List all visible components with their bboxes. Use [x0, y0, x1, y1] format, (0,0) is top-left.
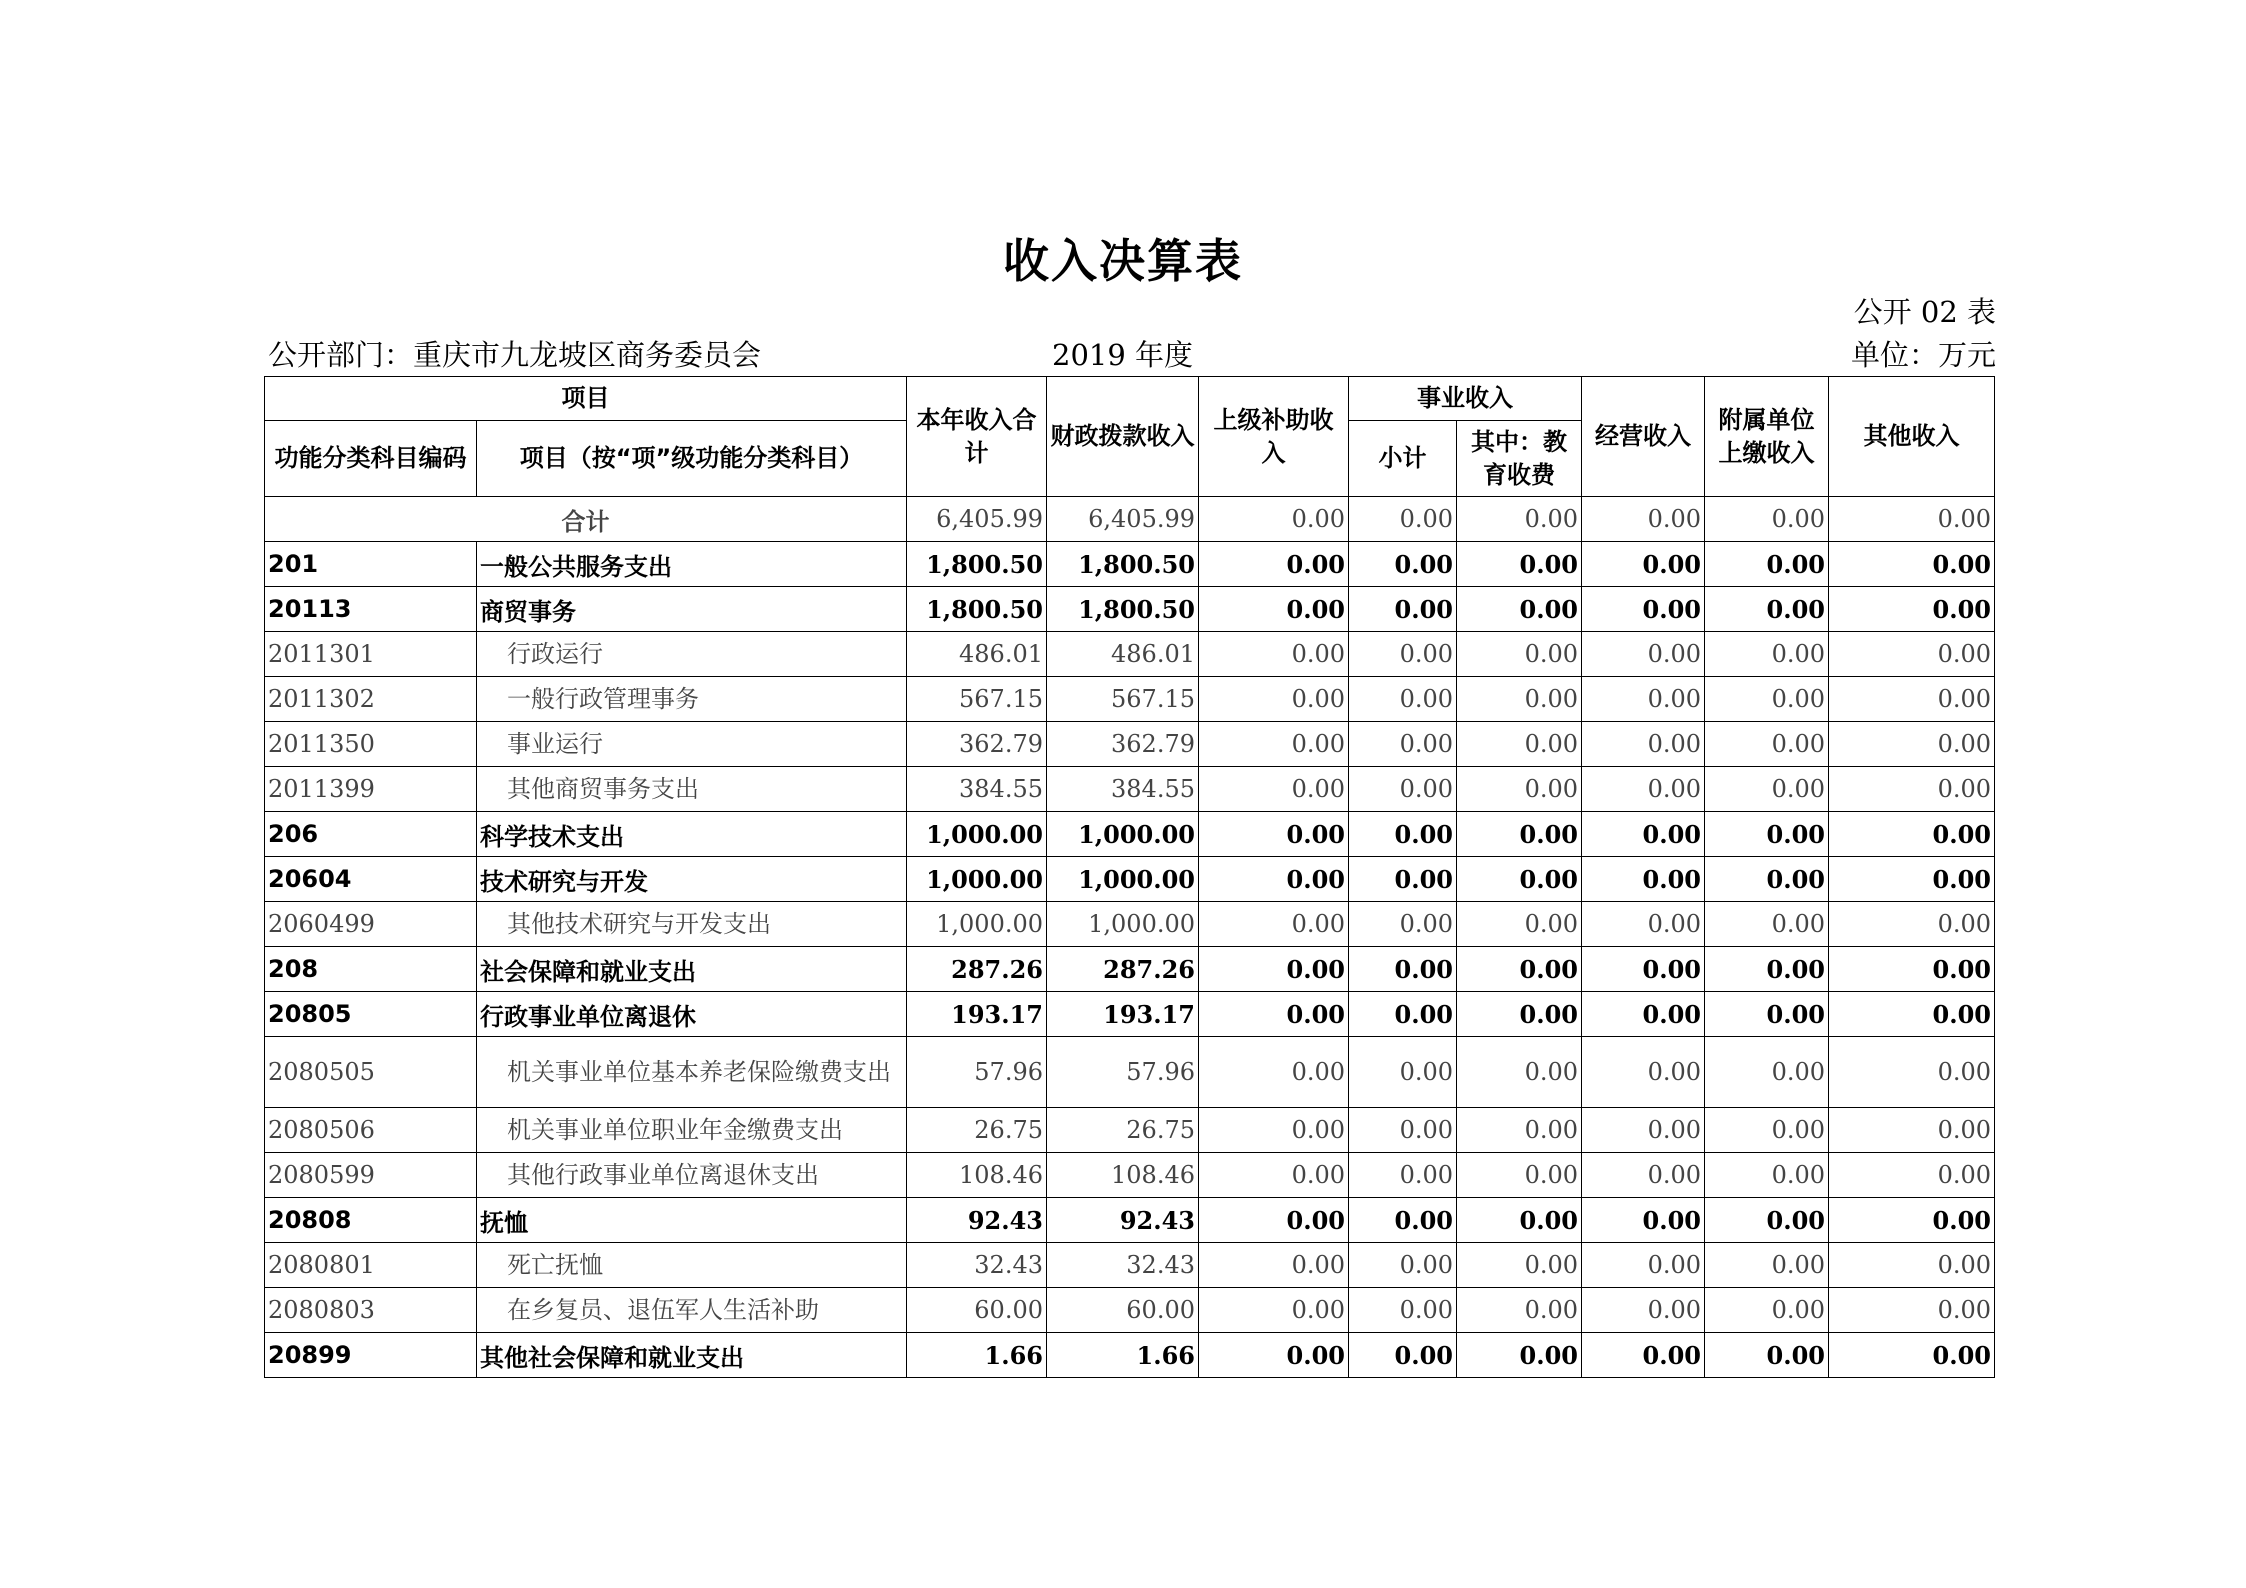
row-value: 0.00 [1199, 1108, 1349, 1153]
row-code: 20604 [265, 857, 477, 902]
row-name: 科学技术支出 [477, 812, 907, 857]
row-name: 其他技术研究与开发支出 [477, 902, 907, 947]
row-value: 0.00 [1349, 1243, 1457, 1288]
row-value: 0.00 [1582, 947, 1705, 992]
row-name: 其他行政事业单位离退休支出 [477, 1153, 907, 1198]
row-value: 0.00 [1705, 677, 1829, 722]
row-value: 0.00 [1582, 1333, 1705, 1378]
table-row [265, 857, 1995, 902]
row-value: 0.00 [1457, 677, 1582, 722]
header-business: 事业收入 [1349, 377, 1582, 421]
header-name: 项目（按“项”级功能分类科目） [477, 421, 907, 497]
row-value: 0.00 [1829, 1333, 1995, 1378]
row-name: 抚恤 [477, 1198, 907, 1243]
row-value: 0.00 [1199, 632, 1349, 677]
row-code: 2080801 [265, 1243, 477, 1288]
row-code: 20113 [265, 587, 477, 632]
row-value: 0.00 [1705, 857, 1829, 902]
header-other: 其他收入 [1829, 377, 1995, 497]
row-code: 2060499 [265, 902, 477, 947]
row-code: 206 [265, 812, 477, 857]
header-project: 项目 [265, 377, 907, 421]
row-value: 0.00 [1582, 1288, 1705, 1333]
row-name: 一般行政管理事务 [477, 677, 907, 722]
row-value: 193.17 [907, 992, 1047, 1037]
table-row [265, 1108, 1995, 1153]
row-name: 商贸事务 [477, 587, 907, 632]
table-body [265, 497, 1995, 1378]
row-value: 0.00 [1199, 1198, 1349, 1243]
row-value: 0.00 [1705, 722, 1829, 767]
table-row [265, 947, 1995, 992]
row-value: 362.79 [907, 722, 1047, 767]
row-value: 0.00 [1349, 632, 1457, 677]
row-value: 0.00 [1829, 812, 1995, 857]
row-value: 193.17 [1047, 992, 1199, 1037]
row-value: 0.00 [1199, 542, 1349, 587]
total-value: 0.00 [1705, 497, 1829, 542]
row-value: 0.00 [1705, 1198, 1829, 1243]
row-value: 0.00 [1349, 1037, 1457, 1108]
row-value: 26.75 [1047, 1108, 1199, 1153]
row-value: 0.00 [1829, 992, 1995, 1037]
row-value: 0.00 [1349, 812, 1457, 857]
row-value: 0.00 [1582, 722, 1705, 767]
row-value: 108.46 [907, 1153, 1047, 1198]
row-value: 0.00 [1199, 677, 1349, 722]
row-value: 0.00 [1457, 587, 1582, 632]
row-value: 0.00 [1829, 902, 1995, 947]
row-value: 0.00 [1199, 902, 1349, 947]
row-value: 60.00 [907, 1288, 1047, 1333]
total-row [265, 497, 1995, 542]
row-value: 1,000.00 [1047, 902, 1199, 947]
header-education: 其中：教育收费 [1457, 421, 1582, 497]
row-value: 1,000.00 [1047, 812, 1199, 857]
row-value: 1,000.00 [907, 857, 1047, 902]
row-name: 其他社会保障和就业支出 [477, 1333, 907, 1378]
row-name: 死亡抚恤 [477, 1243, 907, 1288]
row-value: 0.00 [1349, 1108, 1457, 1153]
row-code: 20805 [265, 992, 477, 1037]
row-value: 0.00 [1582, 812, 1705, 857]
row-value: 0.00 [1705, 902, 1829, 947]
form-number: 公开 02 表 [1853, 295, 1996, 329]
row-value: 0.00 [1457, 767, 1582, 812]
row-value: 0.00 [1349, 767, 1457, 812]
row-value: 57.96 [907, 1037, 1047, 1108]
row-value: 0.00 [1705, 1243, 1829, 1288]
total-label: 合计 [265, 497, 907, 542]
row-value: 0.00 [1349, 902, 1457, 947]
row-value: 0.00 [1705, 587, 1829, 632]
row-value: 0.00 [1199, 767, 1349, 812]
row-value: 486.01 [1047, 632, 1199, 677]
row-code: 201 [265, 542, 477, 587]
row-value: 0.00 [1705, 1333, 1829, 1378]
table-row [265, 902, 1995, 947]
row-value: 0.00 [1582, 992, 1705, 1037]
row-value: 1,800.50 [1047, 587, 1199, 632]
row-value: 0.00 [1705, 992, 1829, 1037]
unit-label: 单位：万元 [1850, 338, 1996, 372]
row-value: 0.00 [1457, 722, 1582, 767]
row-value: 0.00 [1199, 1153, 1349, 1198]
row-value: 0.00 [1582, 1243, 1705, 1288]
table-row [265, 812, 1995, 857]
row-value: 0.00 [1582, 1153, 1705, 1198]
row-value: 0.00 [1829, 677, 1995, 722]
row-value: 32.43 [1047, 1243, 1199, 1288]
table-row [265, 992, 1995, 1037]
total-value: 0.00 [1457, 497, 1582, 542]
row-value: 1,000.00 [907, 812, 1047, 857]
row-value: 0.00 [1829, 1108, 1995, 1153]
row-value: 60.00 [1047, 1288, 1199, 1333]
row-value: 0.00 [1457, 902, 1582, 947]
row-value: 1,800.50 [907, 542, 1047, 587]
row-name: 机关事业单位职业年金缴费支出 [477, 1108, 907, 1153]
row-value: 0.00 [1705, 542, 1829, 587]
page-title: 收入决算表 [1003, 234, 1243, 288]
total-value: 0.00 [1199, 497, 1349, 542]
table-row [265, 767, 1995, 812]
row-value: 1,800.50 [1047, 542, 1199, 587]
row-value: 0.00 [1829, 947, 1995, 992]
row-code: 20808 [265, 1198, 477, 1243]
row-value: 0.00 [1582, 587, 1705, 632]
row-value: 0.00 [1829, 1198, 1995, 1243]
total-value: 6,405.99 [907, 497, 1047, 542]
row-value: 0.00 [1457, 1198, 1582, 1243]
row-value: 92.43 [907, 1198, 1047, 1243]
row-value: 0.00 [1199, 1288, 1349, 1333]
row-value: 0.00 [1582, 1198, 1705, 1243]
row-value: 362.79 [1047, 722, 1199, 767]
row-value: 0.00 [1582, 632, 1705, 677]
row-value: 0.00 [1582, 857, 1705, 902]
row-value: 0.00 [1349, 677, 1457, 722]
row-value: 1.66 [907, 1333, 1047, 1378]
header-total: 本年收入合计 [907, 377, 1047, 497]
table-row [265, 632, 1995, 677]
header-affiliated: 附属单位上缴收入 [1705, 377, 1829, 497]
row-value: 0.00 [1349, 1333, 1457, 1378]
table-row [265, 677, 1995, 722]
row-value: 0.00 [1829, 542, 1995, 587]
row-code: 2011302 [265, 677, 477, 722]
row-value: 0.00 [1457, 812, 1582, 857]
table-row [265, 722, 1995, 767]
row-value: 0.00 [1457, 1153, 1582, 1198]
row-value: 26.75 [907, 1108, 1047, 1153]
row-code: 2011301 [265, 632, 477, 677]
row-value: 0.00 [1829, 632, 1995, 677]
header-superior: 上级补助收入 [1199, 377, 1349, 497]
row-value: 0.00 [1199, 1037, 1349, 1108]
row-value: 0.00 [1705, 767, 1829, 812]
row-value: 0.00 [1457, 1288, 1582, 1333]
row-value: 0.00 [1829, 722, 1995, 767]
total-value: 0.00 [1829, 497, 1995, 542]
row-value: 0.00 [1199, 992, 1349, 1037]
row-value: 0.00 [1457, 632, 1582, 677]
row-value: 0.00 [1705, 1108, 1829, 1153]
row-value: 0.00 [1457, 857, 1582, 902]
table-row [265, 587, 1995, 632]
row-value: 0.00 [1349, 947, 1457, 992]
row-value: 0.00 [1829, 1037, 1995, 1108]
table-row [265, 1037, 1995, 1108]
table-row [265, 1288, 1995, 1333]
row-value: 0.00 [1829, 1288, 1995, 1333]
row-value: 384.55 [907, 767, 1047, 812]
row-name: 其他商贸事务支出 [477, 767, 907, 812]
row-value: 0.00 [1705, 1153, 1829, 1198]
row-value: 1,800.50 [907, 587, 1047, 632]
row-code: 2011399 [265, 767, 477, 812]
row-name: 技术研究与开发 [477, 857, 907, 902]
row-value: 0.00 [1705, 1037, 1829, 1108]
row-value: 0.00 [1457, 1243, 1582, 1288]
row-value: 0.00 [1457, 992, 1582, 1037]
row-value: 384.55 [1047, 767, 1199, 812]
row-value: 0.00 [1349, 1198, 1457, 1243]
table-row [265, 1198, 1995, 1243]
row-name: 行政运行 [477, 632, 907, 677]
row-value: 567.15 [1047, 677, 1199, 722]
total-value: 0.00 [1582, 497, 1705, 542]
row-code: 20899 [265, 1333, 477, 1378]
row-value: 0.00 [1829, 587, 1995, 632]
row-value: 0.00 [1199, 1333, 1349, 1378]
row-value: 0.00 [1199, 722, 1349, 767]
row-value: 287.26 [907, 947, 1047, 992]
row-value: 0.00 [1457, 1333, 1582, 1378]
row-name: 一般公共服务支出 [477, 542, 907, 587]
row-name: 社会保障和就业支出 [477, 947, 907, 992]
total-value: 0.00 [1349, 497, 1457, 542]
row-value: 32.43 [907, 1243, 1047, 1288]
header-subtotal: 小计 [1349, 421, 1457, 497]
row-value: 0.00 [1199, 812, 1349, 857]
header-fiscal: 财政拨款收入 [1047, 377, 1199, 497]
row-code: 208 [265, 947, 477, 992]
table-row [265, 542, 1995, 587]
row-name: 行政事业单位离退休 [477, 992, 907, 1037]
row-code: 2080506 [265, 1108, 477, 1153]
row-value: 0.00 [1199, 1243, 1349, 1288]
row-value: 287.26 [1047, 947, 1199, 992]
row-value: 1,000.00 [907, 902, 1047, 947]
row-value: 0.00 [1349, 722, 1457, 767]
row-value: 0.00 [1705, 947, 1829, 992]
row-value: 1.66 [1047, 1333, 1199, 1378]
fiscal-year: 2019 年度 [1052, 338, 1194, 372]
row-value: 0.00 [1829, 767, 1995, 812]
row-value: 0.00 [1199, 947, 1349, 992]
row-value: 0.00 [1829, 857, 1995, 902]
row-value: 567.15 [907, 677, 1047, 722]
row-code: 2080599 [265, 1153, 477, 1198]
total-value: 6,405.99 [1047, 497, 1199, 542]
row-value: 0.00 [1829, 1153, 1995, 1198]
row-value: 0.00 [1199, 587, 1349, 632]
table-row [265, 1153, 1995, 1198]
table-row [265, 1243, 1995, 1288]
row-value: 0.00 [1705, 1288, 1829, 1333]
row-value: 1,000.00 [1047, 857, 1199, 902]
row-value: 0.00 [1349, 1288, 1457, 1333]
row-value: 0.00 [1829, 1243, 1995, 1288]
header-operating: 经营收入 [1582, 377, 1705, 497]
row-name: 事业运行 [477, 722, 907, 767]
row-value: 0.00 [1349, 1153, 1457, 1198]
row-code: 2011350 [265, 722, 477, 767]
row-code: 2080505 [265, 1037, 477, 1108]
row-value: 0.00 [1199, 857, 1349, 902]
row-value: 0.00 [1582, 1108, 1705, 1153]
header-code: 功能分类科目编码 [265, 421, 477, 497]
row-value: 0.00 [1349, 992, 1457, 1037]
income-table [264, 376, 1995, 1378]
table-row [265, 1333, 1995, 1378]
row-value: 108.46 [1047, 1153, 1199, 1198]
row-value: 0.00 [1582, 1037, 1705, 1108]
row-value: 0.00 [1457, 947, 1582, 992]
row-value: 0.00 [1349, 542, 1457, 587]
row-value: 0.00 [1457, 1108, 1582, 1153]
row-value: 0.00 [1457, 1037, 1582, 1108]
row-value: 0.00 [1705, 632, 1829, 677]
row-value: 0.00 [1582, 767, 1705, 812]
row-value: 0.00 [1582, 542, 1705, 587]
row-value: 0.00 [1582, 677, 1705, 722]
row-value: 92.43 [1047, 1198, 1199, 1243]
row-value: 486.01 [907, 632, 1047, 677]
row-value: 0.00 [1582, 902, 1705, 947]
row-name: 机关事业单位基本养老保险缴费支出 [477, 1037, 907, 1108]
row-value: 57.96 [1047, 1037, 1199, 1108]
row-name: 在乡复员、退伍军人生活补助 [477, 1288, 907, 1333]
department-label: 公开部门：重庆市九龙坡区商务委员会 [268, 338, 762, 372]
row-value: 0.00 [1349, 857, 1457, 902]
row-value: 0.00 [1705, 812, 1829, 857]
row-code: 2080803 [265, 1288, 477, 1333]
row-value: 0.00 [1457, 542, 1582, 587]
row-value: 0.00 [1349, 587, 1457, 632]
